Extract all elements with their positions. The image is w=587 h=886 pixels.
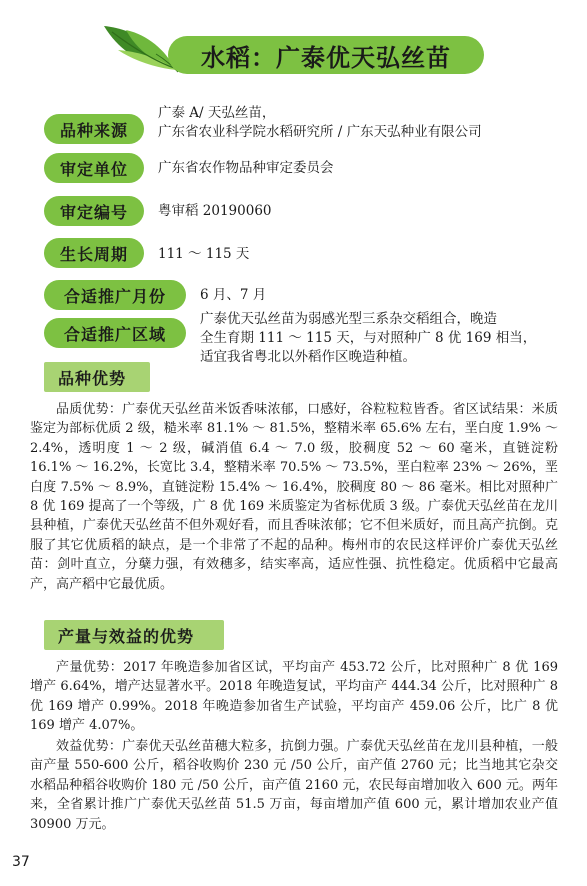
value-variety-source-line2: 广东省农业科学院水稻研究所 / 广东天弘种业有限公司 xyxy=(158,124,482,140)
label-promotion-months: 合适推广月份 xyxy=(44,280,186,310)
value-promotion-region xyxy=(200,310,562,367)
paragraph-quality-advantage: 品质优势：广泰优天弘丝苗米饭香味浓郁，口感好，谷粒粒粒皆香。省区试结果：米质鉴定为部标优质 2 级，糙米率 81.1% ～ 81.5%，整精米率 65.6% 左右，垩白度 1.9% ～ 2.4%，透明度 1 ～ 2 级，碱消值 6.4 ～ 7.0 级，胶稠度 52 ～ 60 毫米，直链淀粉 16.1% ～ 16.2%，长宽比 3.4，整精米率 70.5% ～ 73.5%，垩白粒率 23% ～ 26%，垩白度 7.5% ～ 8.9%，直链淀粉 15.4% ～ 16.4%，胶稠度 80 ～ 86 毫米。相比对照种广 8 优 169 提高了一个等级，广 8 优 169 米质鉴定为省标优质 3 级。广泰优天弘丝苗在龙川县种植，广泰优天弘丝苗不但外观好看，而且香味浓郁；它不但米质好，而且高产抗倒。克服了其它优质稻的缺点，是一个非常了不起的品种。梅州市的农民这样评价广泰优天弘丝苗：剑叶直立，分蘖力强，有效穗多，结实率高，适应性强、抗性稳定。优质稻中它最高产，高产稻中它最优质。 xyxy=(30,402,558,592)
label-approval-number: 审定编号 xyxy=(44,196,144,226)
label-variety-source: 品种来源 xyxy=(44,114,144,144)
value-variety-source-line1: 广泰 A/ 天弘丝苗， xyxy=(158,105,276,121)
page-title: 水稻：广泰优天弘丝苗 xyxy=(168,36,484,74)
value-promotion-region-line3: 适宜我省粤北以外稻作区晚造种植。 xyxy=(200,349,416,365)
section-heading-yield-benefit: 产量与效益的优势 xyxy=(44,620,224,650)
page-number: 37 xyxy=(12,854,30,870)
paragraph-benefit-advantage: 效益优势：广泰优天弘丝苗穗大粒多，抗倒力强。广泰优天弘丝苗在龙川县种植，一般亩产量 550-600 公斤，稻谷收购价 230 元 /50 公斤，亩产值 2760 元；比当地其它杂交水稻品种稻谷收购价 180 元 /50 公斤，亩产值 2160 元，农民每亩增加收入 600 元。两年来，全省累计推广广泰优天弘丝苗 51.5 万亩，每亩增加产值 600 元，累计增加农业产值 30900 万元。 xyxy=(30,739,558,832)
paragraph-yield-advantage: 产量优势：2017 年晚造参加省区试，平均亩产 453.72 公斤，比对照种广 8 优 169 增产 6.64%，增产达显著水平。2018 年晚造复试，平均亩产 444.34 公斤，比对照种广 8 优 169 增产 0.99%。2018 年晚造参加省生产试验，平均亩产 459.06 公斤，比广 8 优 169 增产 4.07%。 xyxy=(30,660,558,734)
value-approval-number: 粤审稻 20190060 xyxy=(158,203,272,219)
value-promotion-region-line1: 广泰优天弘丝苗为弱感光型三系杂交稻组合，晚造 xyxy=(200,311,497,327)
value-promotion-months: 6 月、7 月 xyxy=(200,287,267,303)
section-heading-advantages: 品种优势 xyxy=(44,362,150,392)
label-approval-unit: 审定单位 xyxy=(44,153,144,183)
value-growth-period: 111 ～ 115 天 xyxy=(158,246,250,262)
value-variety-source xyxy=(158,104,558,142)
label-promotion-region: 合适推广区域 xyxy=(44,318,186,348)
value-approval-unit: 广东省农作物品种审定委员会 xyxy=(158,160,334,176)
label-growth-period: 生长周期 xyxy=(44,238,144,268)
value-promotion-region-line2: 全生育期 111 ～ 115 天，与对照种广 8 优 169 相当， xyxy=(200,330,537,346)
